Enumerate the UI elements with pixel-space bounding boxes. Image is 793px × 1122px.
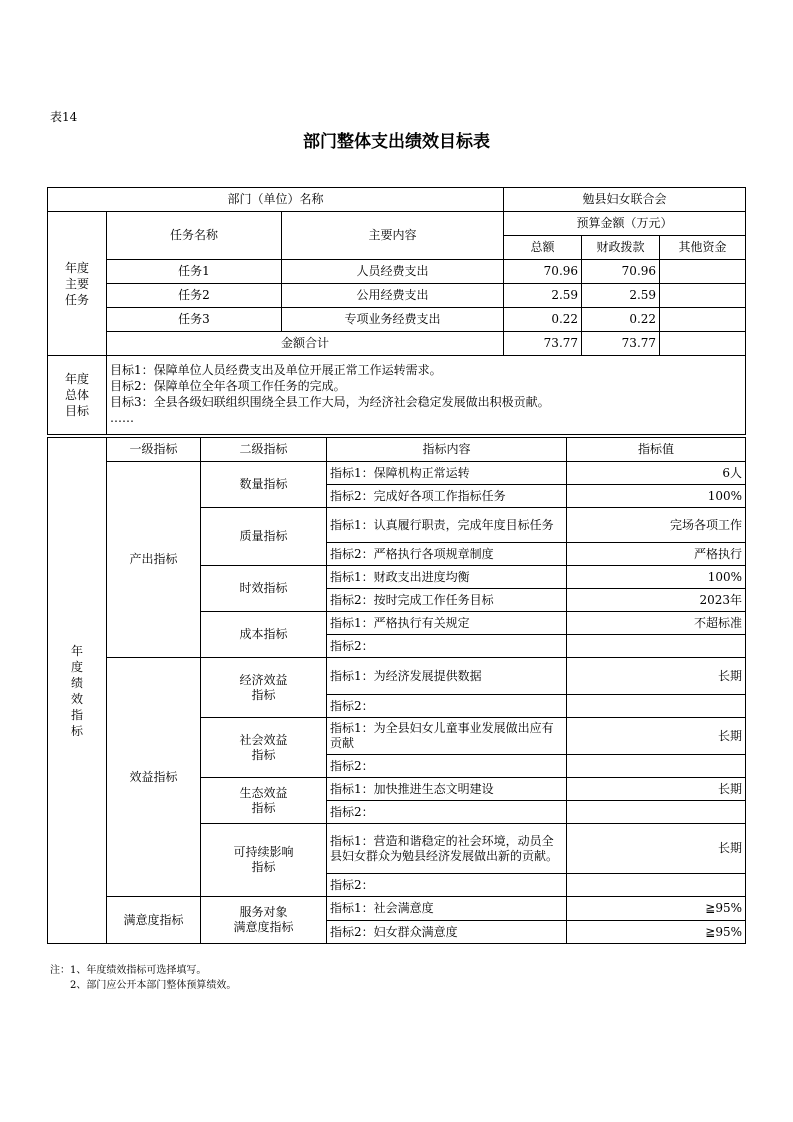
quantity-indicator-label: 数量指标	[201, 462, 327, 508]
table-row	[48, 284, 746, 308]
col-total: 总额	[504, 236, 582, 260]
col-level1: 一级指标	[107, 438, 201, 462]
goal-line: 目标1：保障单位人员经费支出及单位开展正常工作运转需求。	[110, 363, 442, 377]
indicator-value: ≧95%	[567, 897, 746, 921]
indicator-content: 指标2：	[327, 695, 567, 718]
timeliness-indicator-label: 时效指标	[201, 566, 327, 612]
col-task-name: 任务名称	[107, 212, 282, 260]
indicator-value: 6人	[567, 462, 746, 485]
service-satisfaction-label: 服务对象 满意度指标	[201, 897, 327, 944]
sum-fiscal: 73.77	[582, 332, 660, 356]
indicator-content: 指标1：认真履行职责，完成年度目标任务	[327, 508, 567, 543]
indicator-value: 长期	[567, 718, 746, 755]
performance-indicator-table	[47, 437, 746, 944]
col-level2: 二级指标	[201, 438, 327, 462]
indicator-content: 指标2：按时完成工作任务目标	[327, 589, 567, 612]
indicator-content: 指标2：严格执行各项规章制度	[327, 543, 567, 566]
task-name: 任务1	[107, 260, 282, 284]
document-title: 部门整体支出绩效目标表	[303, 132, 490, 152]
indicator-value: 长期	[567, 778, 746, 801]
indicator-value: 不超标准	[567, 612, 746, 635]
goal-line: 目标3：全县各级妇联组织围绕全县工作大局，为经济社会稳定发展做出积极贡献。	[110, 395, 550, 409]
task-name: 任务3	[107, 308, 282, 332]
task-other	[660, 260, 746, 284]
satisfaction-indicator-label: 满意度指标	[107, 897, 201, 944]
indicator-content: 指标1：社会满意度	[327, 897, 567, 921]
task-name: 任务2	[107, 284, 282, 308]
dept-name-label: 部门（单位）名称	[48, 188, 504, 212]
task-content: 专项业务经费支出	[282, 308, 504, 332]
social-indicator-label: 社会效益 指标	[201, 718, 327, 778]
task-content: 公用经费支出	[282, 284, 504, 308]
table-row	[48, 308, 746, 332]
footnote: 2、部门应公开本部门整体预算绩效。	[70, 980, 237, 991]
sum-label: 金额合计	[107, 332, 504, 356]
table-number-label: 表14	[50, 110, 78, 124]
indicator-content: 指标2：	[327, 874, 567, 897]
indicator-value: 完场各项工作	[567, 508, 746, 543]
ecological-indicator-label: 生态效益 指标	[201, 778, 327, 824]
indicator-value: 长期	[567, 658, 746, 695]
col-fiscal: 财政拨款	[582, 236, 660, 260]
indicator-content: 指标2：完成好各项工作指标任务	[327, 485, 567, 508]
footnotes	[50, 963, 236, 993]
col-indicator-content: 指标内容	[327, 438, 567, 462]
sum-total: 73.77	[504, 332, 582, 356]
indicator-value	[567, 755, 746, 778]
output-indicator-label: 产出指标	[107, 462, 201, 658]
indicator-value: 100%	[567, 566, 746, 589]
indicator-value	[567, 635, 746, 658]
table-row	[48, 260, 746, 284]
indicator-value: 100%	[567, 485, 746, 508]
indicator-content: 指标1：营造和谐稳定的社会环境，动员全县妇女群众为勉县经济发展做出新的贡献。	[327, 824, 567, 874]
indicator-value: 2023年	[567, 589, 746, 612]
indicator-content: 指标1：严格执行有关规定	[327, 612, 567, 635]
indicator-content: 指标2：	[327, 635, 567, 658]
sum-row	[48, 332, 746, 356]
indicator-content: 指标1：财政支出进度均衡	[327, 566, 567, 589]
task-fiscal: 70.96	[582, 260, 660, 284]
annual-tasks-label: 年度 主要 任务	[48, 212, 107, 356]
cost-indicator-label: 成本指标	[201, 612, 327, 658]
sustainability-indicator-label: 可持续影响 指标	[201, 824, 327, 897]
indicator-content: 指标1：为全县妇女儿童事业发展做出应有贡献	[327, 718, 567, 755]
dept-name-value: 勉县妇女联合会	[504, 188, 746, 212]
task-total: 70.96	[504, 260, 582, 284]
task-content: 人员经费支出	[282, 260, 504, 284]
task-other	[660, 284, 746, 308]
indicator-value: 长期	[567, 824, 746, 874]
goal-line: 目标2：保障单位全年各项工作任务的完成。	[110, 379, 346, 393]
sum-other	[660, 332, 746, 356]
indicator-content: 指标1：保障机构正常运转	[327, 462, 567, 485]
footnote: 注：1、年度绩效指标可选择填写。	[50, 965, 207, 976]
task-total: 2.59	[504, 284, 582, 308]
task-total: 0.22	[504, 308, 582, 332]
col-budget-amount: 预算金额（万元）	[504, 212, 746, 236]
task-other	[660, 308, 746, 332]
goal-line: ……	[110, 411, 134, 425]
overall-goals-label: 年度 总体 目标	[48, 356, 107, 435]
indicator-content: 指标1：为经济发展提供数据	[327, 658, 567, 695]
col-main-content: 主要内容	[282, 212, 504, 260]
benefit-indicator-label: 效益指标	[107, 658, 201, 897]
task-fiscal: 0.22	[582, 308, 660, 332]
budget-task-table	[47, 187, 746, 435]
task-fiscal: 2.59	[582, 284, 660, 308]
performance-label: 年 度 绩 效 指 标	[48, 438, 107, 944]
col-other: 其他资金	[660, 236, 746, 260]
indicator-content: 指标2：	[327, 755, 567, 778]
col-indicator-value: 指标值	[567, 438, 746, 462]
quality-indicator-label: 质量指标	[201, 508, 327, 566]
indicator-value	[567, 695, 746, 718]
economic-indicator-label: 经济效益 指标	[201, 658, 327, 718]
indicator-content: 指标2：妇女群众满意度	[327, 921, 567, 944]
indicator-content: 指标1：加快推进生态文明建设	[327, 778, 567, 801]
indicator-value: ≧95%	[567, 921, 746, 944]
overall-goals-text	[107, 356, 746, 435]
indicator-value	[567, 801, 746, 824]
indicator-content: 指标2：	[327, 801, 567, 824]
indicator-value	[567, 874, 746, 897]
indicator-value: 严格执行	[567, 543, 746, 566]
